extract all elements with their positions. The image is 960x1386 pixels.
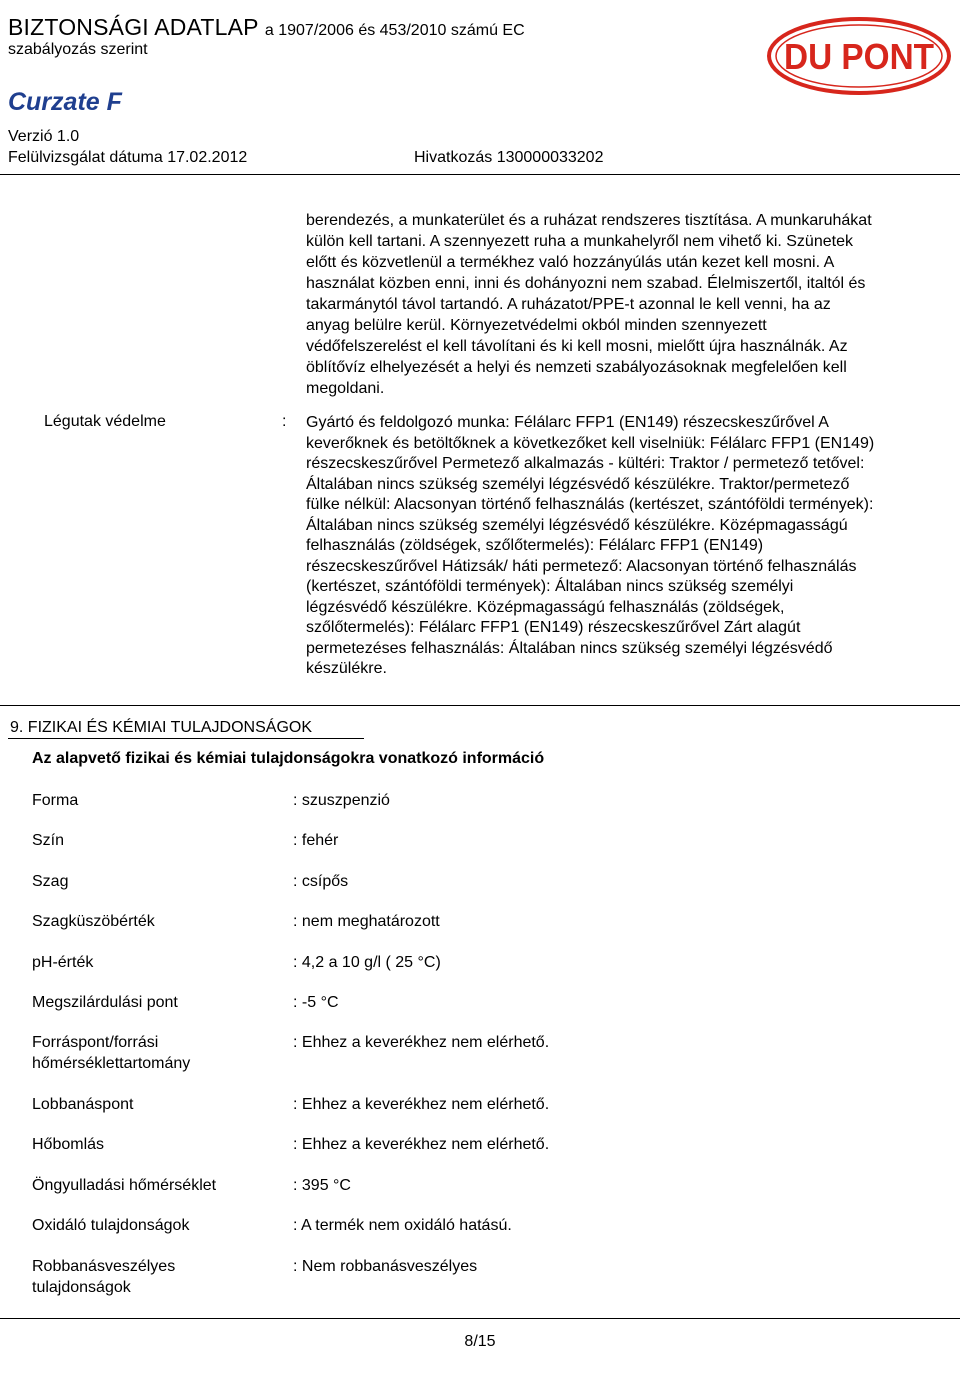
property-name-decomposition: Hőbomlás xyxy=(32,1136,105,1153)
document-title xyxy=(8,14,525,41)
logo-text: DU PONT xyxy=(784,36,935,77)
text-line: légzésvédő készülékre. Középmagasságú felhasználás (zöldségek, xyxy=(306,598,785,616)
text-line: (kertészet, szántóföldi termények): Általában nincs szükség személyi xyxy=(306,578,794,595)
text-line: fülke nélkül: Alacsonyan történő felhasználás (kertészet, szántóföldi termények): xyxy=(306,496,874,513)
property-value-color: : fehér xyxy=(293,832,339,849)
property-value-form: : szuszpenzió xyxy=(293,792,390,809)
text-line: készülékre. xyxy=(306,660,387,677)
text-line: Általában nincs szükség személyi légzésvédő készülékre. Traktor/permetező xyxy=(306,475,850,493)
text-line: anyag belülre kerül. Környezetvédelmi okból minden szennyezett xyxy=(306,317,767,334)
property-value-explosive: : Nem robbanásveszélyes xyxy=(293,1258,478,1275)
text-line: Általában nincs szükség személyi légzésvédő készülékre. Középmagasságú xyxy=(306,516,848,534)
page-number: 8/15 xyxy=(464,1333,496,1350)
text-line: szőlőtermelés): Félálarc FFP1 (EN149) részecskeszűrővel Zárt alagút xyxy=(306,619,801,636)
property-name-oxidizing: Oxidáló tulajdonságok xyxy=(32,1217,190,1234)
property-value-autoignition: : 395 °C xyxy=(293,1177,351,1194)
text-line: felhasználás (zöldségek, szőlőtermelés): Félálarc FFP1 (EN149) xyxy=(306,537,764,554)
property-name-color: Szín xyxy=(32,832,65,849)
property-value-boiling-point: : Ehhez a keverékhez nem elérhető. xyxy=(293,1034,550,1051)
text-line: takarmánytól távol tartandó. A ruházatot/PPE-t azonnal le kell venni, ha az xyxy=(306,296,831,313)
section-title: FIZIKAI ÉS KÉMIAI TULAJDONSÁGOK xyxy=(27,719,313,736)
property-value-oxidizing: : A termék nem oxidáló hatású. xyxy=(293,1217,512,1234)
respiratory-protection-colon: : xyxy=(282,413,287,430)
property-value-ph: : 4,2 a 10 g/l ( 25 °C) xyxy=(293,954,441,971)
property-name-explosive: Robbanásveszélyes tulajdonságok xyxy=(32,1258,176,1296)
respiratory-protection-text xyxy=(306,413,936,680)
text-line: használat közben enni, inni és dohányozni nem szabad. Élelmiszertől, italtól és xyxy=(306,275,866,292)
text-line: permetezéses felhasználás: Általában nincs szükség személyi légzésvédő xyxy=(306,639,833,657)
property-value-flash-point: : Ehhez a keverékhez nem elérhető. xyxy=(293,1096,550,1113)
text-line: keverőknek és betöltőknek a következőket kell viselniük: Félálarc FFP1 (EN149) xyxy=(306,434,875,452)
text-line: külön kell tartani. A szennyezett ruha a munkahelyről nem vihető ki. Szünetek xyxy=(306,233,853,250)
text-line: Gyártó és feldolgozó munka: Félálarc FFP1 (EN149) részecskeszűrővel A xyxy=(306,414,829,431)
section-title-underline xyxy=(8,738,364,739)
section-number: 9. xyxy=(10,719,24,736)
property-name-freezing-point: Megszilárdulási pont xyxy=(32,994,178,1011)
regulation-reference-continued: szabályozás szerint xyxy=(8,41,148,58)
property-name-form: Forma xyxy=(32,792,79,809)
property-name-flash-point: Lobbanáspont xyxy=(32,1096,134,1113)
section-heading xyxy=(10,719,312,737)
property-name-ph: pH-érték xyxy=(32,954,94,971)
document-title-main: BIZTONSÁGI ADATLAP xyxy=(8,14,259,40)
property-name-autoignition: Öngyulladási hőmérséklet xyxy=(32,1177,217,1194)
property-value-freezing-point: : -5 °C xyxy=(293,994,339,1011)
property-name-odor: Szag xyxy=(32,873,69,890)
property-value-decomposition: : Ehhez a keverékhez nem elérhető. xyxy=(293,1136,550,1153)
regulation-reference: a 1907/2006 és 453/2010 számú EC xyxy=(264,22,525,39)
text-line: öblítővíz elhelyezését a helyi és nemzeti szabályozásoknak megfelelően kell xyxy=(306,359,847,376)
section-subtitle: Az alapvető fizikai és kémiai tulajdonságokra vonatkozó információ xyxy=(32,750,545,767)
header-divider xyxy=(0,174,960,175)
text-line: előtt és közvetlenül a termékhez való hozzányúlás után kezet kell mosni. A xyxy=(306,254,835,271)
footer-divider xyxy=(0,1318,960,1319)
text-line: védőfelszerelést el kell távolítani és ki kell mosni, mielőtt újra használnák. Az xyxy=(306,338,848,355)
hygiene-measures-text xyxy=(306,210,932,399)
text-line: részecskeszűrővel Hátizsák/ háti permetező: Alacsonyan történő felhasználás xyxy=(306,557,857,575)
text-line: berendezés, a munkaterület és a ruházat rendszeres tisztítása. A munkaruhákat xyxy=(306,212,872,229)
section-divider xyxy=(0,705,960,706)
dupont-logo xyxy=(766,16,952,96)
property-value-odor-threshold: : nem meghatározott xyxy=(293,913,440,930)
text-line: megoldani. xyxy=(306,380,385,397)
version: Verzió 1.0 xyxy=(8,128,80,145)
property-name-boiling-point: Forráspont/forrási hőmérséklettartomány xyxy=(32,1034,191,1072)
revision-date: Felülvizsgálat dátuma 17.02.2012 xyxy=(8,149,248,166)
respiratory-protection-label: Légutak védelme xyxy=(44,413,166,430)
sds-reference: Hivatkozás 130000033202 xyxy=(414,149,604,166)
product-name: Curzate F xyxy=(8,88,122,116)
property-value-odor: : csípős xyxy=(293,873,349,890)
text-line: részecskeszűrővel Permetező alkalmazás - kültéri: Traktor / permetező tetővel: xyxy=(306,455,865,472)
property-name-odor-threshold: Szagküszöbérték xyxy=(32,913,155,930)
